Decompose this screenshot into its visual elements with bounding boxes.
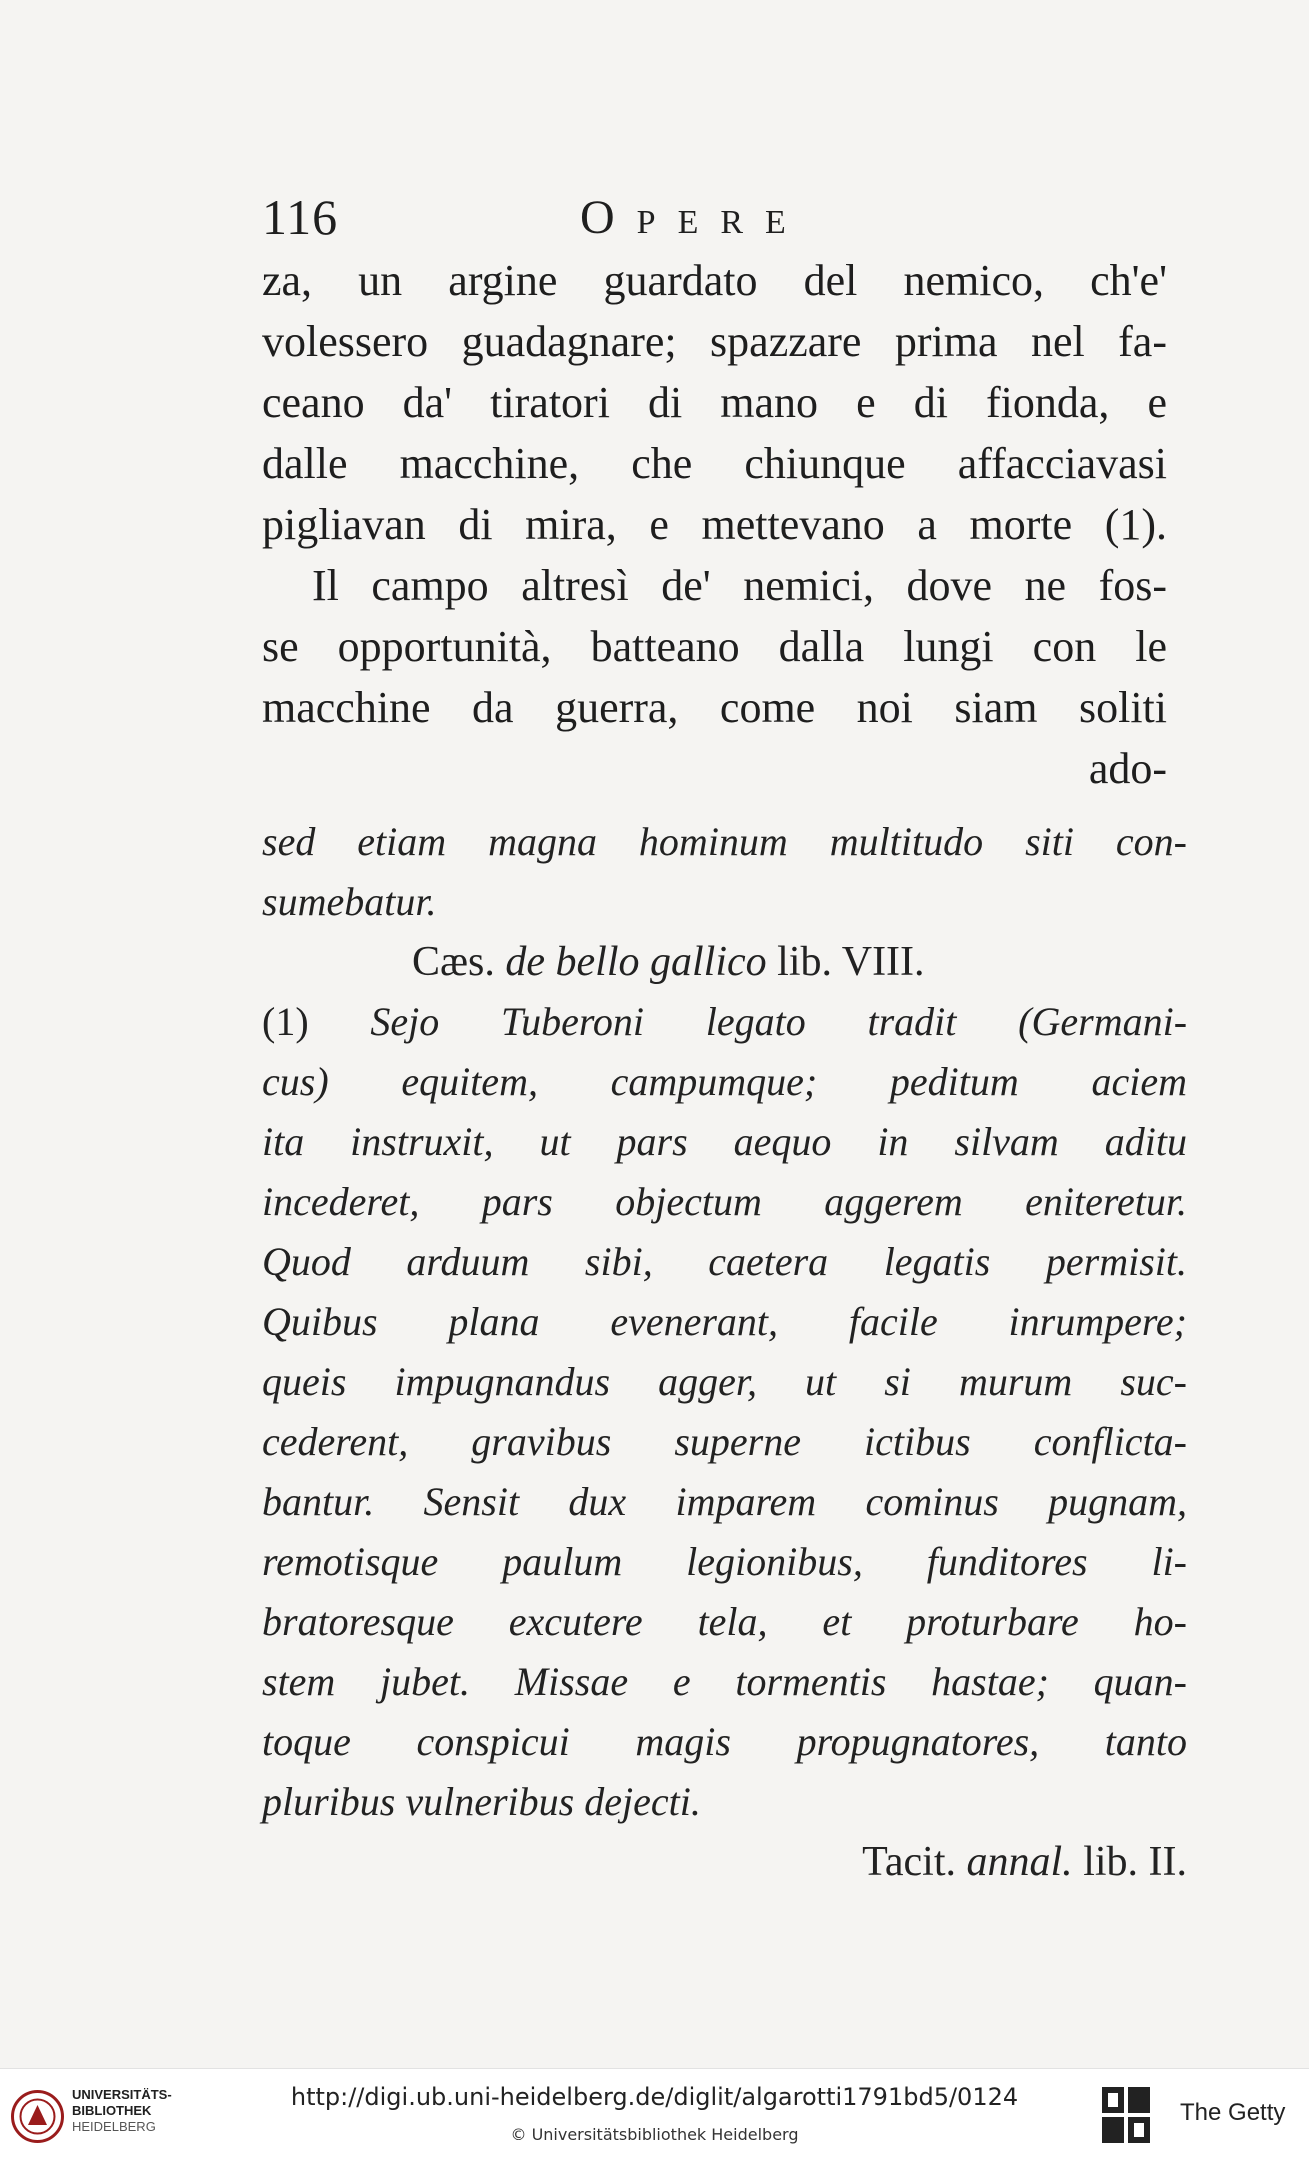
text-line: za, un argine guardato del nemico, ch'e' bbox=[262, 256, 1167, 305]
getty-logo-icon bbox=[1100, 2085, 1152, 2145]
source-work: annal. bbox=[966, 1839, 1073, 1885]
copyright-notice: © Universitätsbibliothek Heidelberg bbox=[510, 2125, 799, 2144]
footnote-line: ita instruxit, ut pars aequo in silvam aditu bbox=[262, 1119, 1187, 1164]
source-work: de bello gallico bbox=[505, 939, 767, 985]
text-line: ceano da' tiratori di mano e di fionda, e bbox=[262, 378, 1167, 427]
footnote-line: Quibus plana evenerant, facile inrumpere; bbox=[262, 1299, 1187, 1344]
page-number: 116 bbox=[262, 189, 339, 245]
footnote-marker: (1) bbox=[262, 999, 309, 1044]
footnote-line: queis impugnandus agger, ut si murum suc- bbox=[262, 1359, 1187, 1404]
text-line: macchine da guerra, come noi siam soliti bbox=[262, 683, 1167, 732]
footnote-line: incederet, pars objectum aggerem eniteretur. bbox=[262, 1179, 1187, 1224]
text-line: dalle macchine, che chiunque affacciavasi bbox=[262, 439, 1167, 488]
footnote-line: pluribus vulneribus dejecti. bbox=[262, 1779, 701, 1824]
page-header bbox=[262, 188, 1182, 248]
footnote-line: bantur. Sensit dux imparem cominus pugnam, bbox=[262, 1479, 1187, 1524]
footnote-line: stem jubet. Missae e tormentis hastae; quan- bbox=[262, 1659, 1187, 1704]
text-line: pigliavan di mira, e mettevano a morte (1). bbox=[262, 500, 1167, 549]
getty-name: The Getty bbox=[1180, 2099, 1286, 2126]
source-reference: lib. II. bbox=[1083, 1839, 1187, 1885]
source-author: Tacit. bbox=[862, 1839, 957, 1885]
footnote-line: cus) equitem, campumque; peditum aciem bbox=[262, 1059, 1187, 1104]
footnote-line: bratoresque excutere tela, et proturbare ho- bbox=[262, 1599, 1187, 1644]
footnotes bbox=[262, 812, 1187, 1892]
footnote-line: cederent, gravibus superne ictibus conflicta- bbox=[262, 1419, 1187, 1464]
text-line: volessero guadagnare; spazzare prima nel fa- bbox=[262, 317, 1167, 366]
footnote-text: Sejo Tuberoni legato tradit (Germani- bbox=[370, 999, 1188, 1044]
library-name: UNIVERSITÄTS- BIBLIOTHEK HEIDELBERG bbox=[72, 2087, 172, 2134]
footnote-line: sumebatur. bbox=[262, 879, 437, 924]
source-author: Cæs. bbox=[412, 939, 495, 985]
viewer-footer bbox=[0, 2068, 1309, 2161]
footnote-line: remotisque paulum legionibus, funditores li- bbox=[262, 1539, 1187, 1584]
footnote-line: sed etiam magna hominum multitudo siti con- bbox=[262, 819, 1187, 864]
footnote-source-tacitus bbox=[262, 1832, 1187, 1892]
text-line: Il campo altresì de' nemici, dove ne fos- bbox=[312, 561, 1167, 610]
footnote-source-caesar bbox=[262, 932, 1187, 992]
main-text bbox=[262, 250, 1167, 799]
text-line: se opportunità, batteano dalla lungi con le bbox=[262, 622, 1167, 671]
running-head: Opere bbox=[580, 191, 808, 244]
footnote-line bbox=[262, 992, 1187, 1052]
footnote-line: Quod arduum sibi, caetera legatis permisit. bbox=[262, 1239, 1187, 1284]
permalink-url[interactable]: http://digi.ub.uni-heidelberg.de/diglit/algarotti1791bd5/0124 bbox=[290, 2083, 1019, 2111]
source-reference: lib. VIII. bbox=[777, 939, 925, 985]
catchword: ado- bbox=[1088, 744, 1167, 793]
footnote-line: toque conspicui magis propugnatores, tanto bbox=[262, 1719, 1187, 1764]
